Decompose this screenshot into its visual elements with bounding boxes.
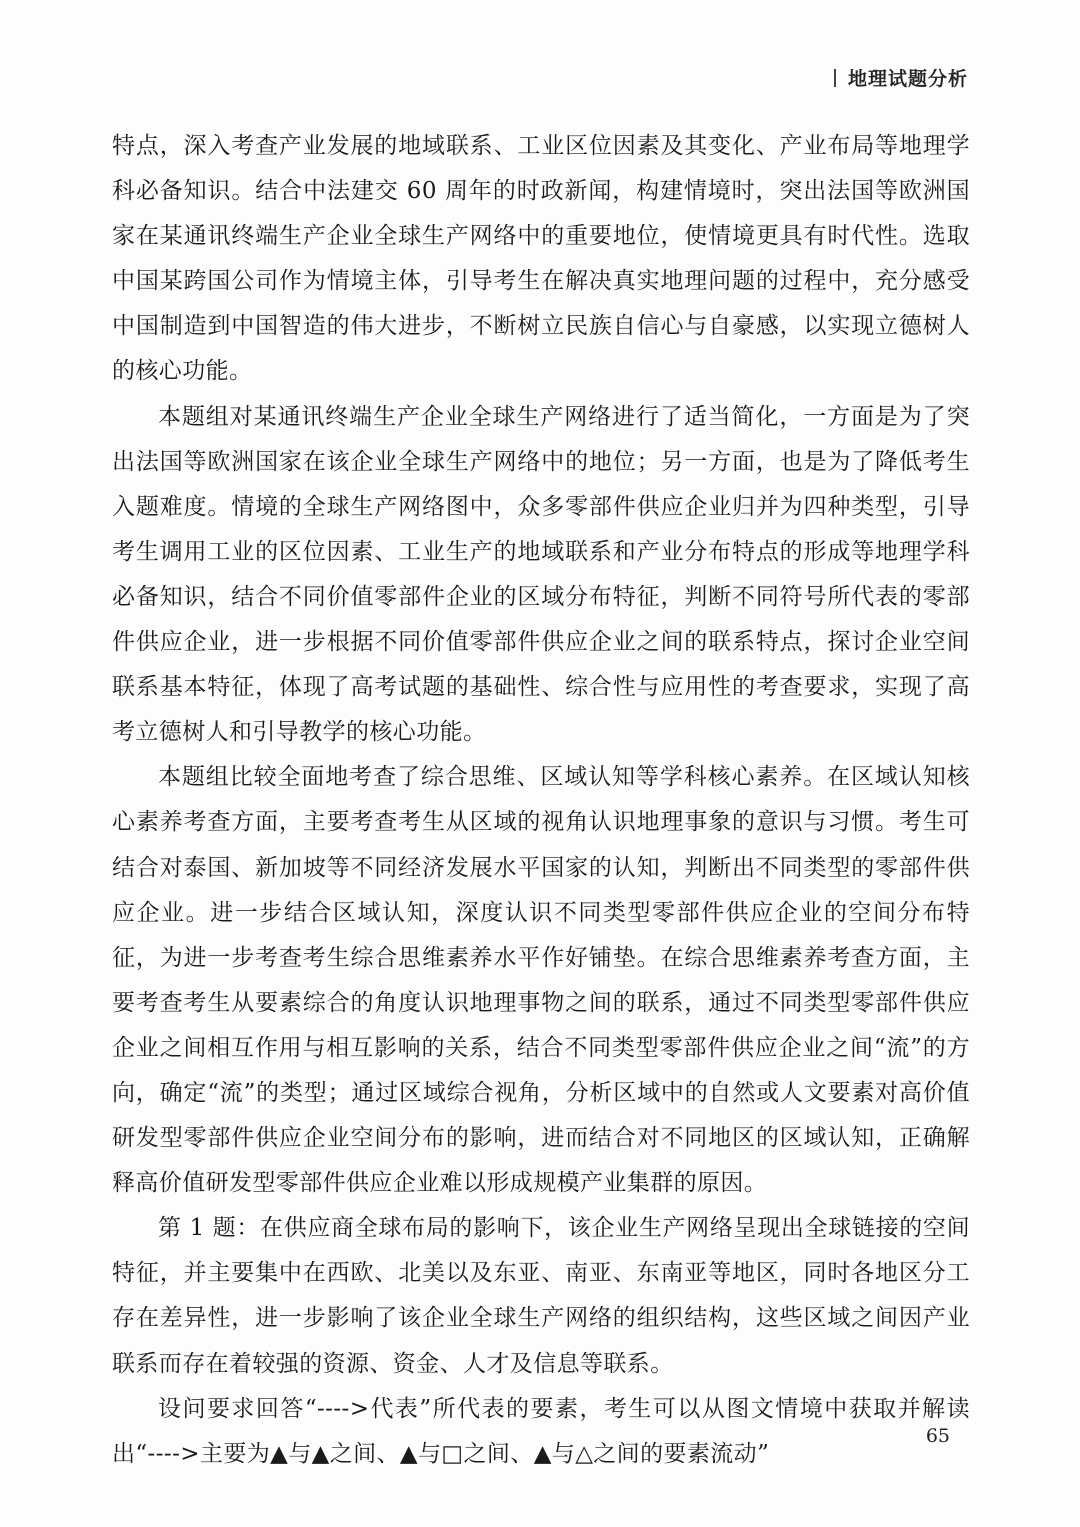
body-text bbox=[112, 124, 970, 1477]
paragraph-3: 本题组比较全面地考查了综合思维、区域认知等学科核心素养。在区域认知核心素养考查方面，主要考查考生从区域的视角认识地理事象的意识与习惯。考生可结合对泰国、新加坡等不同经济发展水平国家的认知，判断出不同类型的零部件供应企业。进一步结合区域认知，深度认识不同类型零部件供应企业的空间分布特征，为进一步考查考生综合思维素养水平作好铺垫。在综合思维素养考查方面，主要考查考生从要素综合的角度认识地理事物之间的联系，通过不同类型零部件供应企业之间相互作用与相互影响的关系，结合不同类型零部件供应企业之间“流”的方向，确定“流”的类型；通过区域综合视角，分析区域中的自然或人文要素对高价值研发型零部件供应企业空间分布的影响，进而结合对不同地区的区域认知，正确解释高价值研发型零部件供应企业难以形成规模产业集群的原因。 bbox=[112, 764, 970, 1197]
paragraph-4: 第 1 题：在供应商全球布局的影响下，该企业生产网络呈现出全球链接的空间特征，并主要集中在西欧、北美以及东亚、南亚、东南亚等地区，同时各地区分工存在差异性，进一步影响了该企业全球生产网络的组织结构，这些区域之间因产业联系而存在着较强的资源、资金、人才及信息等联系。 bbox=[112, 1215, 970, 1377]
paragraph-5: 设问要求回答“---->代表”所代表的要素，考生可以从图文情境中获取并解读出“---->主要为▲与▲之间、▲与□之间、▲与△之间的要素流动” bbox=[112, 1395, 970, 1467]
page-number: 65 bbox=[925, 1425, 950, 1447]
header-divider bbox=[834, 69, 836, 87]
section-title: 地理试题分析 bbox=[847, 68, 968, 90]
running-header bbox=[834, 64, 968, 91]
paragraph-2: 本题组对某通讯终端生产企业全球生产网络进行了适当简化，一方面是为了突出法国等欧洲国家在该企业全球生产网络中的地位；另一方面，也是为了降低考生入题难度。情境的全球生产网络图中，众多零部件供应企业归并为四种类型，引导考生调用工业的区位因素、工业生产的地域联系和产业分布特点的形成等地理学科必备知识，结合不同价值零部件企业的区域分布特征，判断不同符号所代表的零部件供应企业，进一步根据不同价值零部件供应企业之间的联系特点，探讨企业空间联系基本特征，体现了高考试题的基础性、综合性与应用性的考查要求，实现了高考立德树人和引导教学的核心功能。 bbox=[112, 403, 970, 746]
paragraph-1: 特点，深入考查产业发展的地域联系、工业区位因素及其变化、产业布局等地理学科必备知识。结合中法建交 60 周年的时政新闻，构建情境时，突出法国等欧洲国家在某通讯终端生产企业全球生产网络中的重要地位，使情境更具有时代性。选取中国某跨国公司作为情境主体，引导考生在解决真实地理问题的过程中，充分感受中国制造到中国智造的伟大进步，不断树立民族自信心与自豪感，以实现立德树人的核心功能。 bbox=[112, 133, 970, 385]
